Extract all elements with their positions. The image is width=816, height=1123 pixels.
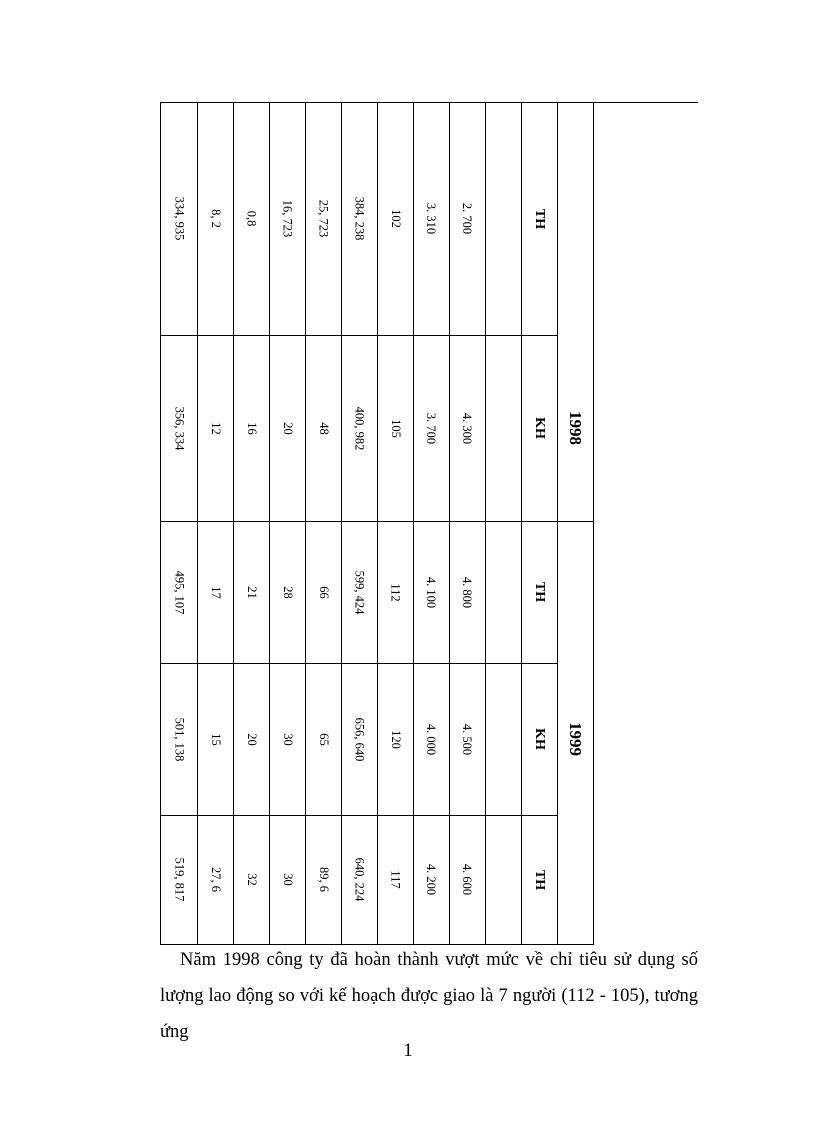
table-cell: 4. 200 [424, 863, 439, 896]
table-cell: 4. 600 [460, 863, 475, 896]
table-cell: 4. 800 [460, 576, 475, 608]
table-cell: 8, 2 [208, 209, 223, 228]
subheader-th: TH [531, 581, 547, 603]
year-header-1999: 1999 [566, 722, 585, 756]
table-cell: 89, 6 [316, 867, 331, 892]
table-cell: 656, 640 [352, 717, 367, 761]
table-cell: 4. 500 [460, 723, 475, 755]
table-cell: 20 [244, 732, 259, 746]
table-cell: 21 [244, 585, 259, 599]
table-cell: 16 [244, 421, 259, 435]
body-paragraph [160, 942, 698, 1050]
table-cell: 495, 107 [172, 570, 186, 614]
table-cell: 3. 310 [424, 202, 439, 235]
table-cell: 12 [208, 421, 223, 435]
table-cell: 117 [388, 870, 403, 889]
table-cell: 384, 238 [352, 196, 367, 241]
subheader-th: TH [531, 208, 547, 229]
table-cell: 66 [316, 585, 331, 599]
table-cell: 15 [208, 732, 223, 746]
table-cell: 356, 334 [172, 406, 186, 450]
subheader-kh: KH [532, 728, 547, 750]
table-cell: 4. 300 [460, 412, 475, 444]
table-cell: 501, 138 [172, 717, 186, 761]
table-cell: 65 [316, 732, 331, 746]
table-cell: 102 [388, 209, 403, 228]
table-cell: 25, 723 [316, 199, 331, 238]
table-cell: 112 [388, 582, 403, 602]
table-cell: 28 [280, 585, 295, 599]
table-cell: 519, 817 [172, 857, 186, 902]
subheader-th: TH [531, 869, 547, 890]
table-cell: 3. 700 [424, 412, 439, 444]
paragraph-line-2: lượng lao động so với kế hoạch được giao là 7 người (112 - 105), tương ứng [160, 986, 698, 1042]
table-cell: 17 [208, 585, 223, 599]
table-cell: 20 [280, 421, 295, 435]
paragraph-line-1: Năm 1998 công ty đã hoàn thành vượt mức về chỉ tiêu sử dụng số [180, 950, 698, 970]
subheader-kh: KH [532, 417, 547, 439]
table-cell: 640, 224 [352, 857, 367, 902]
table-cell: 32 [244, 873, 259, 886]
table-cell: 16, 723 [280, 199, 295, 238]
table-cell: 599, 424 [352, 570, 367, 614]
table-cell: 0,8 [244, 210, 259, 227]
table-cell: 334, 935 [172, 196, 186, 241]
table-cell: 48 [316, 421, 331, 435]
table-divider [485, 102, 486, 945]
table-cell: 27, 6 [208, 867, 223, 892]
table-cell: 2. 700 [460, 202, 475, 235]
table-cell: 105 [388, 418, 403, 438]
table-cell: 4. 000 [424, 723, 439, 755]
table-cell: 400, 982 [352, 406, 367, 450]
table-cell: 30 [280, 873, 295, 886]
table-cell: 120 [388, 729, 403, 749]
table-cell: 4. 100 [424, 576, 439, 608]
table-divider [557, 102, 558, 945]
year-header-1998: 1998 [566, 411, 585, 445]
table-cell: 30 [280, 732, 295, 746]
page-number: 1 [403, 1040, 413, 1061]
table-border-right [593, 102, 594, 945]
